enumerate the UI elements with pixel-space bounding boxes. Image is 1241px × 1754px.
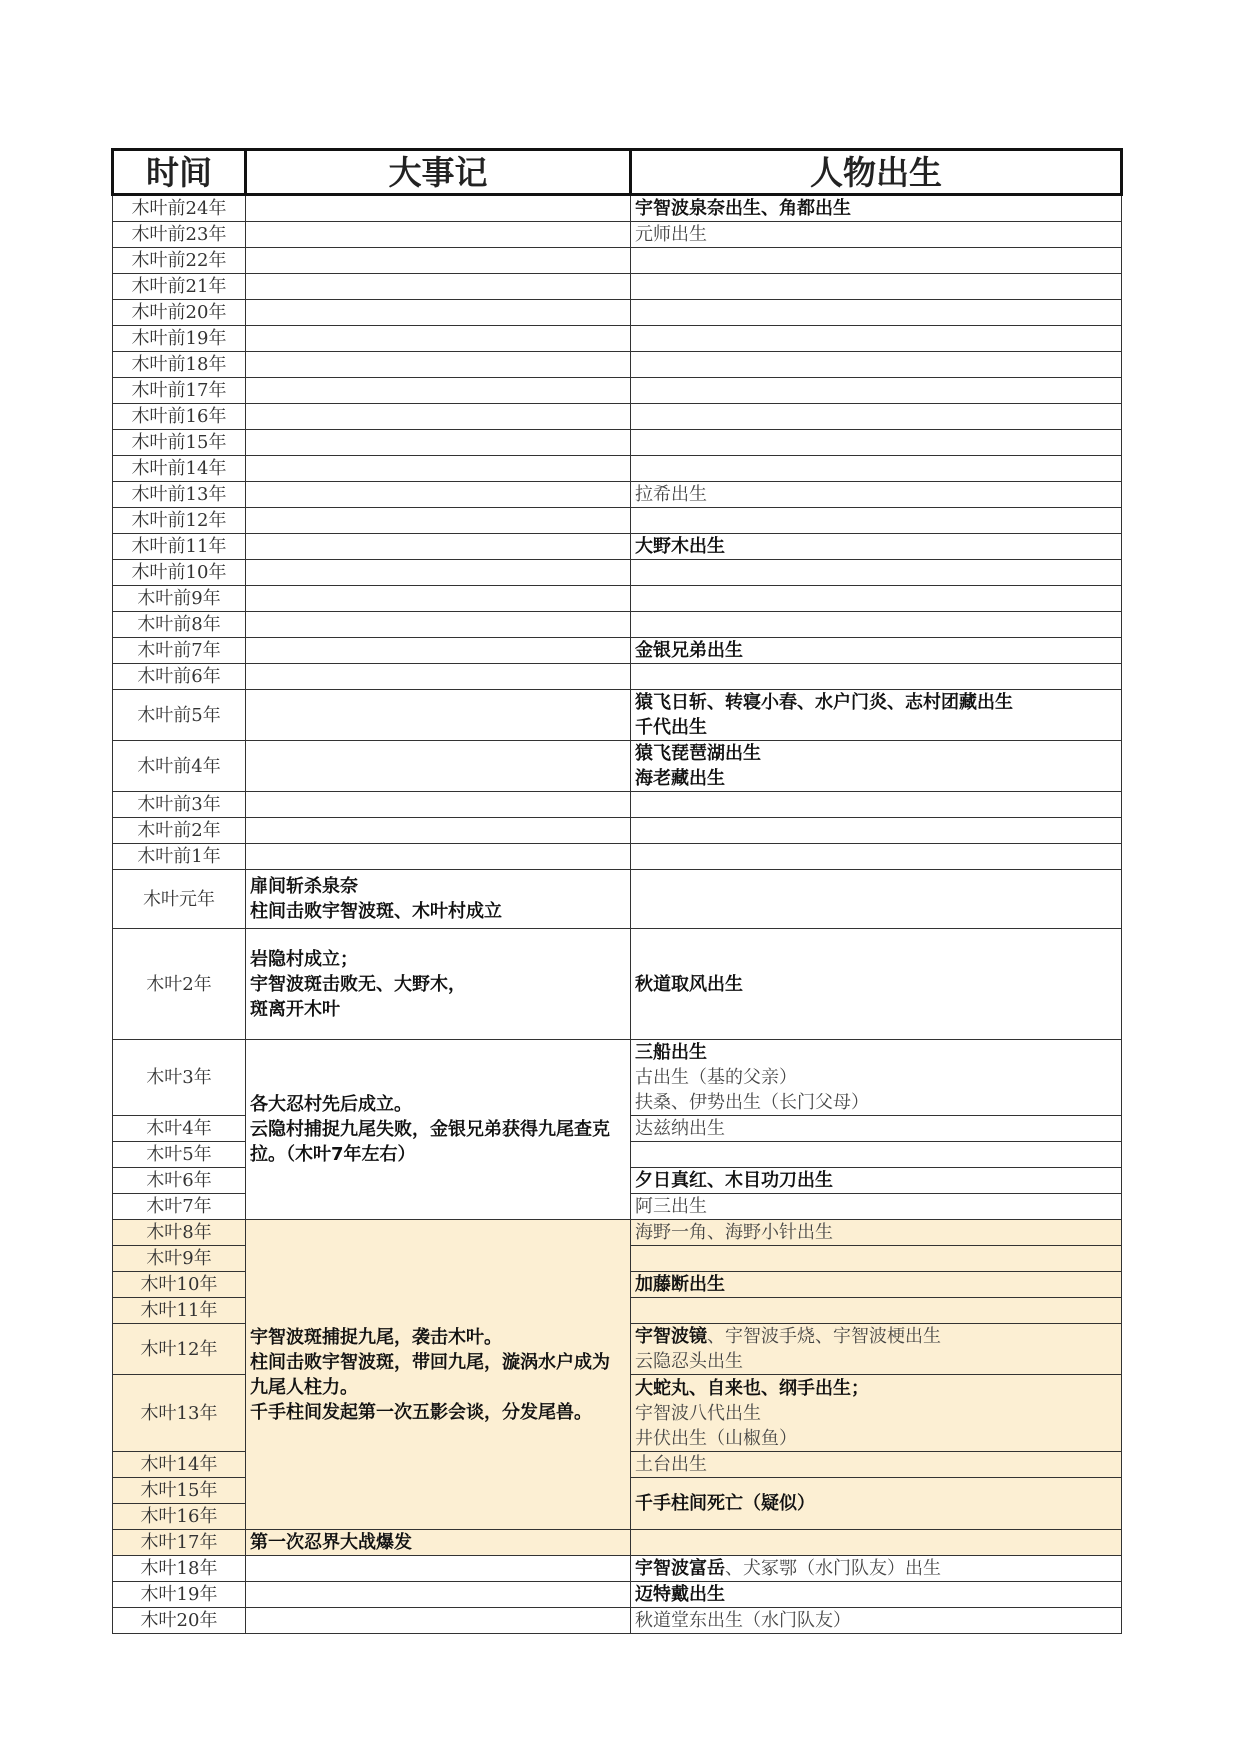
table-row (113, 1040, 1122, 1116)
event-cell (246, 222, 631, 248)
birth-text: 达兹纳出生 (635, 1118, 725, 1139)
event-cell (246, 456, 631, 482)
event-cell (246, 352, 631, 378)
time-cell: 木叶前12年 (113, 508, 246, 534)
birth-text: 猿飞日斩、转寝小春、水户门炎、志村团藏出生 千代出生 (635, 692, 1013, 738)
time-cell: 木叶前14年 (113, 456, 246, 482)
table-row (113, 378, 1122, 404)
birth-text: 宇智波富岳 (635, 1558, 725, 1579)
table-row (113, 741, 1122, 792)
birth-text: 秋道堂东出生（水门队友） (635, 1610, 851, 1631)
births-cell (631, 1608, 1122, 1634)
time-cell: 木叶前20年 (113, 300, 246, 326)
births-cell (631, 378, 1122, 404)
time-cell: 木叶前10年 (113, 560, 246, 586)
event-cell: 各大忍村先后成立。 云隐村捕捉九尾失败，金银兄弟获得九尾查克拉。（木叶7年左右） (246, 1040, 631, 1220)
birth-text: 宇智波镜 (635, 1326, 707, 1347)
table-row (113, 195, 1122, 222)
table-row (113, 560, 1122, 586)
births-cell (631, 741, 1122, 792)
event-cell (246, 300, 631, 326)
event-cell (246, 274, 631, 300)
time-cell: 木叶前21年 (113, 274, 246, 300)
births-cell (631, 1040, 1122, 1116)
births-cell (631, 482, 1122, 508)
time-cell: 木叶10年 (113, 1272, 246, 1298)
time-cell: 木叶前11年 (113, 534, 246, 560)
births-cell (631, 664, 1122, 690)
time-cell: 木叶17年 (113, 1530, 246, 1556)
table-row (113, 1608, 1122, 1634)
event-cell (246, 482, 631, 508)
births-cell (631, 1272, 1122, 1298)
births-cell (631, 612, 1122, 638)
births-cell (631, 1530, 1122, 1556)
births-cell (631, 638, 1122, 664)
event-cell (246, 664, 631, 690)
table-row (113, 690, 1122, 741)
event-cell (246, 792, 631, 818)
birth-text: 、犬冢鄂（水门队友）出生 (725, 1558, 941, 1579)
event-cell (246, 741, 631, 792)
time-cell: 木叶19年 (113, 1582, 246, 1608)
time-cell: 木叶前15年 (113, 430, 246, 456)
birth-text: 元师出生 (635, 224, 707, 245)
time-cell: 木叶前4年 (113, 741, 246, 792)
event-cell (246, 844, 631, 870)
births-cell (631, 690, 1122, 741)
birth-text: 大野木出生 (635, 536, 725, 557)
births-cell (631, 844, 1122, 870)
table-row (113, 1220, 1122, 1246)
table-row (113, 534, 1122, 560)
time-cell: 木叶前19年 (113, 326, 246, 352)
time-cell: 木叶前9年 (113, 586, 246, 612)
table-row (113, 818, 1122, 844)
births-cell (631, 508, 1122, 534)
event-cell (246, 326, 631, 352)
births-cell: 千手柱间死亡（疑似） (631, 1478, 1122, 1530)
event-cell (246, 818, 631, 844)
time-cell: 木叶9年 (113, 1246, 246, 1272)
births-cell (631, 1116, 1122, 1142)
births-cell (631, 430, 1122, 456)
table-row (113, 586, 1122, 612)
time-cell: 木叶前8年 (113, 612, 246, 638)
birth-text: 拉希出生 (635, 484, 707, 505)
table-row (113, 248, 1122, 274)
births-cell (631, 818, 1122, 844)
birth-text: 阿三出生 (635, 1196, 707, 1217)
birth-text: 夕日真红、木目功刀出生 (635, 1170, 833, 1191)
birth-text: 大蛇丸、自来也、纲手出生； (635, 1377, 869, 1399)
event-cell (246, 1556, 631, 1582)
births-cell (631, 195, 1122, 222)
time-cell: 木叶前3年 (113, 792, 246, 818)
table-row (113, 844, 1122, 870)
event-cell (246, 690, 631, 741)
table-row (113, 274, 1122, 300)
time-cell: 木叶15年 (113, 1478, 246, 1504)
births-cell (631, 929, 1122, 1040)
time-cell: 木叶前16年 (113, 404, 246, 430)
event-cell (246, 248, 631, 274)
time-cell: 木叶11年 (113, 1298, 246, 1324)
births-cell (631, 1324, 1122, 1375)
event-cell: 扉间斩杀泉奈 柱间击败宇智波斑、木叶村成立 (246, 870, 631, 929)
births-cell (631, 248, 1122, 274)
births-cell (631, 326, 1122, 352)
table-row (113, 929, 1122, 1040)
event-cell: 岩隐村成立； 宇智波斑击败无、大野木， 斑离开木叶 (246, 929, 631, 1040)
table-row (113, 430, 1122, 456)
table-row (113, 664, 1122, 690)
time-cell: 木叶前5年 (113, 690, 246, 741)
birth-text: 古出生（基的父亲） 扶桑、伊势出生（长门父母） (635, 1067, 869, 1113)
time-cell: 木叶2年 (113, 929, 246, 1040)
event-cell (246, 1582, 631, 1608)
event-cell (246, 378, 631, 404)
birth-text: 、宇智波手烧、宇智波梗出生 云隐忍头出生 (635, 1326, 941, 1372)
time-cell: 木叶8年 (113, 1220, 246, 1246)
births-cell (631, 792, 1122, 818)
table-row (113, 1530, 1122, 1556)
birth-text: 迈特戴出生 (635, 1584, 725, 1605)
event-cell: 宇智波斑捕捉九尾，袭击木叶。 柱间击败宇智波斑，带回九尾，漩涡水户成为九尾人柱力。 千手柱间发起第一次五影会谈，分发尾兽。 (246, 1220, 631, 1530)
births-cell (631, 1452, 1122, 1478)
header-births: 人物出生 (631, 150, 1122, 195)
table-row (113, 404, 1122, 430)
table-row (113, 456, 1122, 482)
time-cell: 木叶13年 (113, 1375, 246, 1452)
births-cell (631, 586, 1122, 612)
time-cell: 木叶元年 (113, 870, 246, 929)
births-cell (631, 1246, 1122, 1272)
time-cell: 木叶前23年 (113, 222, 246, 248)
births-cell (631, 300, 1122, 326)
event-cell (246, 534, 631, 560)
birth-text: 金银兄弟出生 (635, 640, 743, 661)
time-cell: 木叶3年 (113, 1040, 246, 1116)
event-cell (246, 560, 631, 586)
event-cell (246, 1608, 631, 1634)
event-cell (246, 195, 631, 222)
time-cell: 木叶前13年 (113, 482, 246, 508)
time-cell: 木叶前2年 (113, 818, 246, 844)
birth-text: 三船出生 (635, 1042, 707, 1063)
time-cell: 木叶7年 (113, 1194, 246, 1220)
births-cell (631, 456, 1122, 482)
time-cell: 木叶6年 (113, 1168, 246, 1194)
time-cell: 木叶14年 (113, 1452, 246, 1478)
births-cell (631, 1375, 1122, 1452)
births-cell (631, 534, 1122, 560)
header-row (113, 150, 1122, 195)
time-cell: 木叶16年 (113, 1504, 246, 1530)
time-cell: 木叶前7年 (113, 638, 246, 664)
births-cell (631, 1142, 1122, 1168)
time-cell: 木叶18年 (113, 1556, 246, 1582)
time-cell: 木叶前6年 (113, 664, 246, 690)
births-cell (631, 1556, 1122, 1582)
time-cell: 木叶4年 (113, 1116, 246, 1142)
births-cell (631, 274, 1122, 300)
time-cell: 木叶5年 (113, 1142, 246, 1168)
births-cell (631, 404, 1122, 430)
table-row (113, 1556, 1122, 1582)
birth-text: 宇智波泉奈出生、角都出生 (635, 198, 851, 219)
birth-text: 加藤断出生 (635, 1274, 725, 1295)
header-events: 大事记 (246, 150, 631, 195)
table-row (113, 1582, 1122, 1608)
birth-text: 秋道取风出生 (635, 973, 743, 995)
event-cell (246, 586, 631, 612)
time-cell: 木叶前17年 (113, 378, 246, 404)
births-cell (631, 1168, 1122, 1194)
table-row (113, 222, 1122, 248)
table-row (113, 870, 1122, 929)
birth-text: 猿飞琵琶湖出生 海老藏出生 (635, 743, 761, 789)
event-cell: 第一次忍界大战爆发 (246, 1530, 631, 1556)
table-row (113, 792, 1122, 818)
births-cell (631, 352, 1122, 378)
birth-text: 土台出生 (635, 1454, 707, 1475)
table-row (113, 638, 1122, 664)
births-cell (631, 560, 1122, 586)
births-cell (631, 1194, 1122, 1220)
births-cell (631, 222, 1122, 248)
time-cell: 木叶前24年 (113, 195, 246, 222)
event-cell (246, 508, 631, 534)
table-row (113, 326, 1122, 352)
table-row (113, 482, 1122, 508)
birth-text: 海野一角、海野小针出生 (635, 1222, 833, 1243)
birth-text: 宇智波八代出生 井伏出生（山椒鱼） (635, 1402, 797, 1449)
births-cell (631, 1298, 1122, 1324)
time-cell: 木叶前18年 (113, 352, 246, 378)
table-row (113, 612, 1122, 638)
time-cell: 木叶前1年 (113, 844, 246, 870)
births-cell (631, 870, 1122, 929)
header-time: 时间 (113, 150, 246, 195)
time-cell: 木叶12年 (113, 1324, 246, 1375)
event-cell (246, 612, 631, 638)
event-cell (246, 404, 631, 430)
births-cell (631, 1220, 1122, 1246)
time-cell: 木叶前22年 (113, 248, 246, 274)
table-row (113, 300, 1122, 326)
time-cell: 木叶20年 (113, 1608, 246, 1634)
event-cell (246, 430, 631, 456)
table-row (113, 508, 1122, 534)
births-cell (631, 1582, 1122, 1608)
event-cell (246, 638, 631, 664)
timeline-table (111, 148, 1123, 1634)
table-row (113, 352, 1122, 378)
